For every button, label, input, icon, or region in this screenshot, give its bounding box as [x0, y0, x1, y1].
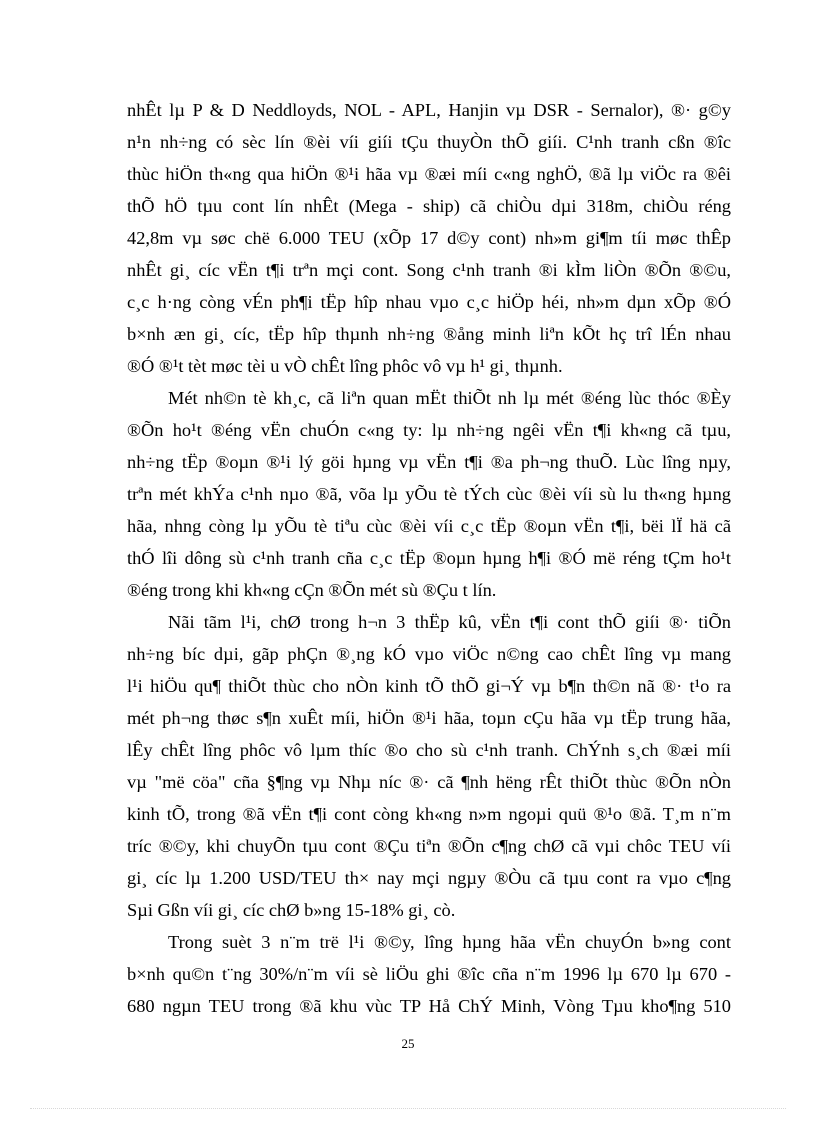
text-line: trªn mét khÝa c¹nh nµo ®ã, võa lµ yÕu tè tÝch cùc ®èi víi sù lu th«ng hµng — [127, 484, 731, 504]
text-line: nhÊt lµ P & D Neddloyds, NOL - APL, Hanjin vµ DSR - Sernalor), ®· g©y — [127, 100, 731, 120]
text-line: tríc ®©y, khi chuyÕn tµu cont ®Çu tiªn ®Õn c¶ng chØ cã vµi chôc TEU víi — [127, 836, 731, 856]
text-line: lÊy chÊt lîng phôc vô lµm thíc ®o cho sù c¹nh tranh. ChÝnh s¸ch ®æi míi — [127, 740, 731, 760]
text-line: Trong suèt 3 n¨m trë l¹i ®©y, lîng hµng hãa vËn chuyÓn b»ng cont — [168, 932, 731, 952]
text-line: gi¸ cíc lµ 1.200 USD/TEU th× nay mçi ngµy ®Òu cã tµu cont ra vµo c¶ng — [127, 868, 731, 888]
text-line: Mét nh©n tè kh¸c, cã liªn quan mËt thiÕt nh lµ mét ®éng lùc thóc ®Èy — [168, 388, 731, 408]
page-bottom-divider — [30, 1108, 786, 1109]
text-line: hãa, nhng còng lµ yÕu tè tiªu cùc ®èi víi c¸c tËp ®oµn vËn t¶i, bëi lÏ hä cã — [127, 516, 731, 536]
text-line: 680 ngµn TEU trong ®ã khu vùc TP Hå ChÝ Minh, Vòng Tµu kho¶ng 510 — [127, 996, 731, 1016]
text-line: b×nh qu©n t¨ng 30%/n¨m víi sè liÖu ghi ®îc cña n¨m 1996 lµ 670 lµ 670 - — [127, 964, 731, 984]
text-line: thùc hiÖn th«ng qua hiÖn ®¹i hãa vµ ®æi míi c«ng nghÖ, ®ã lµ viÖc ra ®êi — [127, 164, 731, 184]
text-line: ®Ó ®¹t tèt møc tèi u vÒ chÊt lîng phôc vô vµ h¹ gi¸ thµnh. — [127, 356, 563, 376]
text-line: Nãi tãm l¹i, chØ trong h¬n 3 thËp kû, vËn t¶i cont thÕ giíi ®· tiÕn — [168, 612, 731, 632]
text-line: n¹n nh÷ng có sèc lín ®èi víi giíi tÇu thuyÒn thÕ giíi. C¹nh tranh cßn ®îc — [127, 132, 731, 152]
text-line: b×nh æn gi¸ cíc, tËp hîp thµnh nh÷ng ®ång minh liªn kÕt hç trî lÉn nhau — [127, 324, 731, 344]
text-line: ®éng trong khi kh«ng cÇn ®Õn mét sù ®Çu t lín. — [127, 580, 497, 600]
text-line: vµ "më cöa" cña §¶ng vµ Nhµ níc ®· cã ¶nh hëng rÊt thiÕt thùc ®Õn nÒn — [127, 772, 731, 792]
text-line: Sµi Gßn víi gi¸ cíc chØ b»ng 15-18% gi¸ cò. — [127, 900, 456, 920]
text-line: ®Õn ho¹t ®éng vËn chuÓn c«ng ty: lµ nh÷ng ngêi vËn t¶i kh«ng cã tµu, — [127, 420, 731, 440]
text-line: 42,8m vµ søc chë 6.000 TEU (xÕp 17 d©y cont) nh»m gi¶m tíi møc thÊp — [127, 228, 731, 248]
text-line: l¹i hiÖu qu¶ thiÕt thùc cho nÒn kinh tÕ thÕ gi¬Ý vµ b¶n th©n nã ®· t¹o ra — [127, 676, 731, 696]
text-line: nh÷ng tËp ®oµn ®¹i lý göi hµng vµ vËn t¶i ®a ph¬ng thuÕ. Lùc lîng nµy, — [127, 452, 731, 472]
text-line: nh÷ng bíc dµi, gãp phÇn ®¸ng kÓ vµo viÖc n©ng cao chÊt lîng vµ mang — [127, 644, 731, 664]
text-line: c¸c h·ng còng vÉn ph¶i tËp hîp nhau vµo c¸c hiÖp héi, nh»m dµn xÕp ®Ó — [127, 292, 731, 312]
text-line: nhÊt gi¸ cíc vËn t¶i trªn mçi cont. Song c¹nh tranh ®i kÌm liÒn ®Õn ®©u, — [127, 260, 731, 280]
page-number: 25 — [401, 1036, 415, 1051]
text-line: thÓ lîi dông sù c¹nh tranh cña c¸c tËp ®oµn hµng h¶i ®Ó më réng tÇm ho¹t — [127, 548, 731, 568]
text-line: kinh tÕ, trong ®ã vËn t¶i cont còng kh«ng n»m ngoµi quü ®¹o ®ã. T¸m n¨m — [127, 804, 731, 824]
text-line: thÕ hÖ tµu cont lín nhÊt (Mega - ship) cã chiÒu dµi 318m, chiÒu réng — [127, 196, 731, 216]
text-line: mét ph¬ng thøc s¶n xuÊt míi, hiÖn ®¹i hãa, toµn cÇu hãa vµ tËp trung hãa, — [127, 708, 731, 728]
